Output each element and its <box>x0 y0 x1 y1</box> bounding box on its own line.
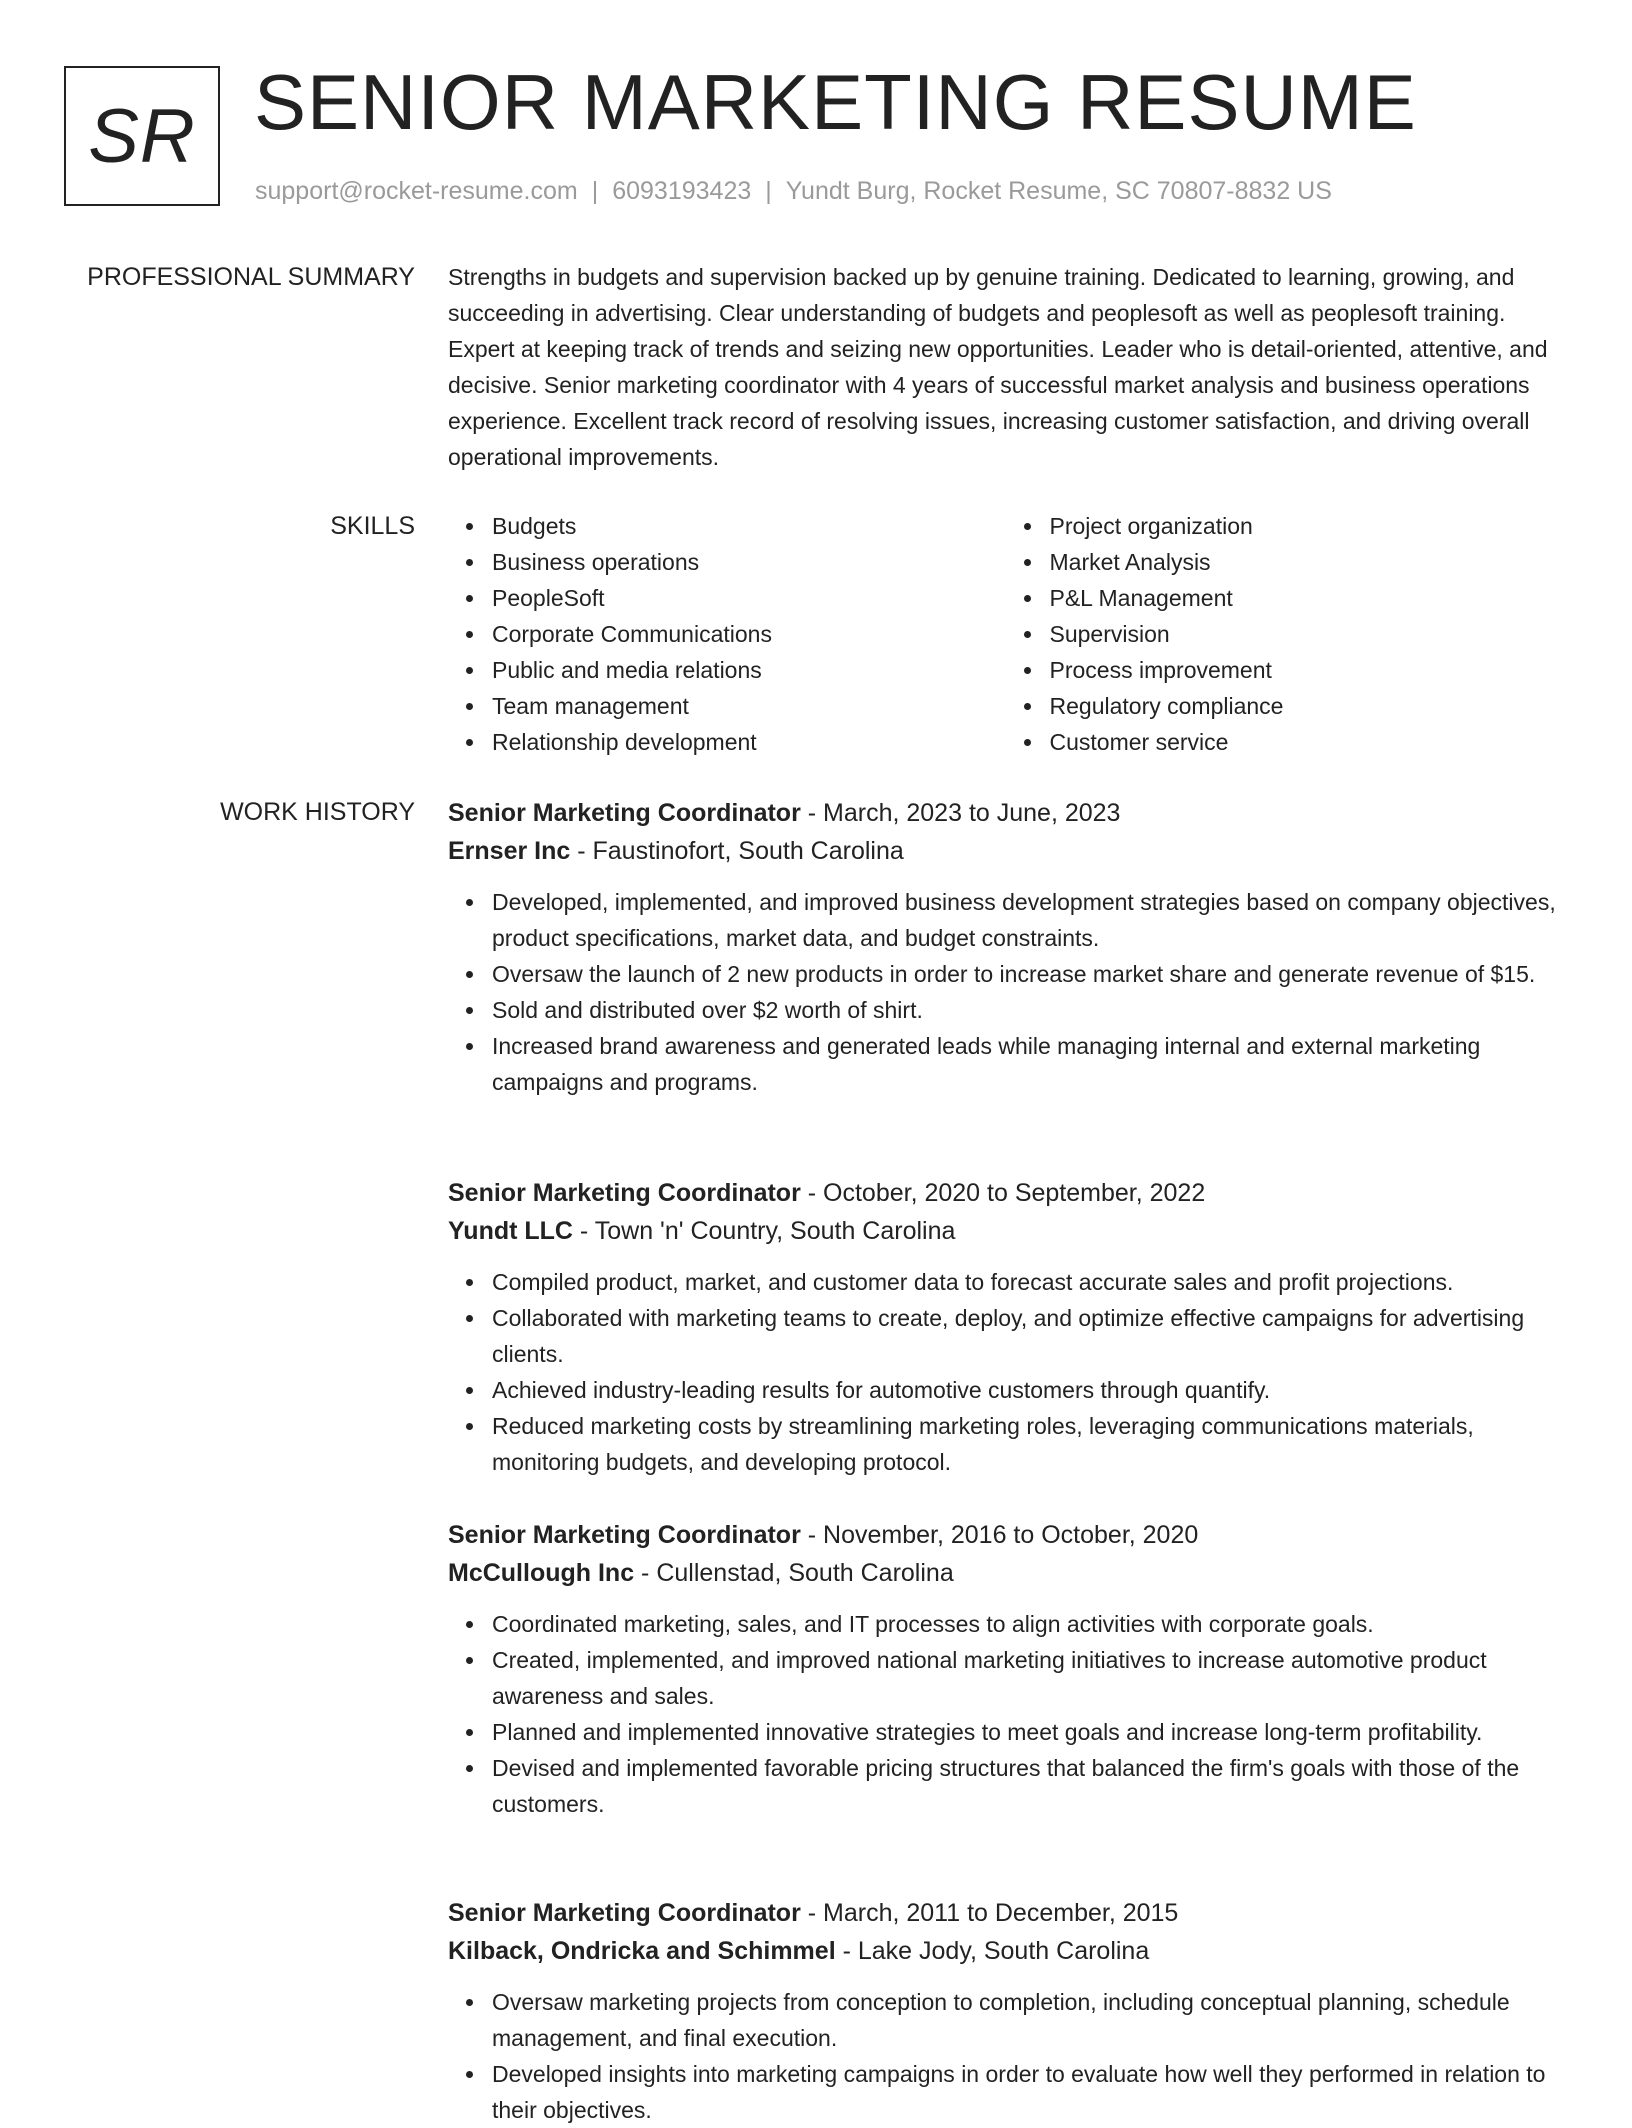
contact-address: Yundt Burg, Rocket Resume, SC 70807-8832 US <box>785 177 1332 205</box>
skill-item: Budgets <box>492 508 1006 544</box>
job-entry <box>448 1516 1563 1822</box>
skill-item: P&L Management <box>1050 580 1564 616</box>
skill-item: Process improvement <box>1050 652 1564 688</box>
job-title-line <box>448 1894 1563 1932</box>
skill-item: Supervision <box>1050 616 1564 652</box>
job-company-line <box>448 1932 1563 1970</box>
job-entry <box>448 794 1563 1100</box>
skill-item: Relationship development <box>492 724 1006 760</box>
job-bullet: Developed, implemented, and improved business development strategies based on company objectives, product specifications, market data, and budget constraints. <box>492 884 1563 956</box>
summary-text: Strengths in budgets and supervision backed up by genuine training. Dedicated to learning, growing, and succeeding in advertising. Clear understanding of budgets and peoplesoft as well as peoplesoft training. Expert at keeping track of trends and seizing new opportunities. Leader who is detail-oriented, attentive, and decisive. Senior marketing coordinator with 4 years of successful market analysis and business operations experience. Excellent track record of resolving issues, increasing customer satisfaction, and driving overall operational improvements. <box>448 264 1548 470</box>
job-title: Senior Marketing Coordinator <box>448 1521 801 1549</box>
job-title-line <box>448 794 1563 832</box>
job-title-line <box>448 1174 1563 1212</box>
job-bullet: Compiled product, market, and customer data to forecast accurate sales and profit projections. <box>492 1264 1563 1300</box>
resume-title: SENIOR MARKETING RESUME <box>254 58 1417 146</box>
job-bullets <box>448 1984 1563 2128</box>
job-bullets <box>448 1606 1563 1822</box>
skill-item: Regulatory compliance <box>1050 688 1564 724</box>
job-location: - Faustinofort, South Carolina <box>570 837 904 865</box>
contact-phone: 6093193423 <box>612 177 752 205</box>
job-bullet: Created, implemented, and improved national marketing initiatives to increase automotive product awareness and sales. <box>492 1642 1563 1714</box>
job-bullets <box>448 884 1563 1100</box>
job-title-line <box>448 1516 1563 1554</box>
job-title: Senior Marketing Coordinator <box>448 1179 801 1207</box>
monogram-initials: SR <box>88 93 196 179</box>
job-dates: - March, 2023 to June, 2023 <box>800 799 1121 827</box>
contact-email: support@rocket-resume.com <box>255 177 578 205</box>
job-bullet: Oversaw marketing projects from conception to completion, including conceptual planning, schedule management, and final execution. <box>492 1984 1563 2056</box>
skill-item: Team management <box>492 688 1006 724</box>
job-company: Ernser Inc <box>448 837 571 865</box>
job-title: Senior Marketing Coordinator <box>448 799 801 827</box>
job-dates: - November, 2016 to October, 2020 <box>800 1521 1199 1549</box>
work-history-heading: WORK HISTORY <box>220 798 415 826</box>
skill-item: Customer service <box>1050 724 1564 760</box>
monogram-box <box>64 66 220 206</box>
job-bullet: Reduced marketing costs by streamlining marketing roles, leveraging communications materials, monitoring budgets, and developing protocol. <box>492 1408 1563 1480</box>
skills-heading: SKILLS <box>330 512 415 540</box>
job-bullet: Devised and implemented favorable pricing structures that balanced the firm's goals with those of the customers. <box>492 1750 1563 1822</box>
job-bullets <box>448 1264 1563 1480</box>
skill-item: PeopleSoft <box>492 580 1006 616</box>
job-bullet: Oversaw the launch of 2 new products in order to increase market share and generate revenue of $15. <box>492 956 1563 992</box>
job-dates: - October, 2020 to September, 2022 <box>800 1179 1206 1207</box>
job-company-line <box>448 1554 1563 1592</box>
job-dates: - March, 2011 to December, 2015 <box>800 1899 1179 1927</box>
job-entry <box>448 1894 1563 2128</box>
job-company: Kilback, Ondricka and Schimmel <box>448 1937 836 1965</box>
skill-item: Market Analysis <box>1050 544 1564 580</box>
job-location: - Town 'n' Country, South Carolina <box>572 1217 956 1245</box>
contact-separator: | <box>591 177 599 205</box>
skill-item: Corporate Communications <box>492 616 1006 652</box>
skill-item: Public and media relations <box>492 652 1006 688</box>
job-title: Senior Marketing Coordinator <box>448 1899 801 1927</box>
job-location: - Cullenstad, South Carolina <box>634 1559 954 1587</box>
skill-item: Business operations <box>492 544 1006 580</box>
job-bullet: Sold and distributed over $2 worth of shirt. <box>492 992 1563 1028</box>
contact-line <box>255 176 1332 206</box>
job-company-line <box>448 1212 1563 1250</box>
skills-list-left <box>448 508 1006 760</box>
job-company: Yundt LLC <box>448 1217 573 1245</box>
job-bullet: Increased brand awareness and generated leads while managing internal and external marketing campaigns and programs. <box>492 1028 1563 1100</box>
job-entry <box>448 1174 1563 1480</box>
job-company-line <box>448 832 1563 870</box>
job-company: McCullough Inc <box>448 1559 635 1587</box>
job-bullet: Achieved industry-leading results for automotive customers through quantify. <box>492 1372 1563 1408</box>
job-bullet: Planned and implemented innovative strategies to meet goals and increase long-term profitability. <box>492 1714 1563 1750</box>
job-bullet: Collaborated with marketing teams to create, deploy, and optimize effective campaigns for advertising clients. <box>492 1300 1563 1372</box>
job-location: - Lake Jody, South Carolina <box>835 1937 1150 1965</box>
skills-list-right <box>1006 508 1564 760</box>
skill-item: Project organization <box>1050 508 1564 544</box>
job-bullet: Developed insights into marketing campaigns in order to evaluate how well they performed in relation to their objectives. <box>492 2056 1563 2128</box>
contact-separator: | <box>765 177 772 205</box>
job-bullet: Coordinated marketing, sales, and IT processes to align activities with corporate goals. <box>492 1606 1563 1642</box>
summary-heading: PROFESSIONAL SUMMARY <box>87 263 415 291</box>
